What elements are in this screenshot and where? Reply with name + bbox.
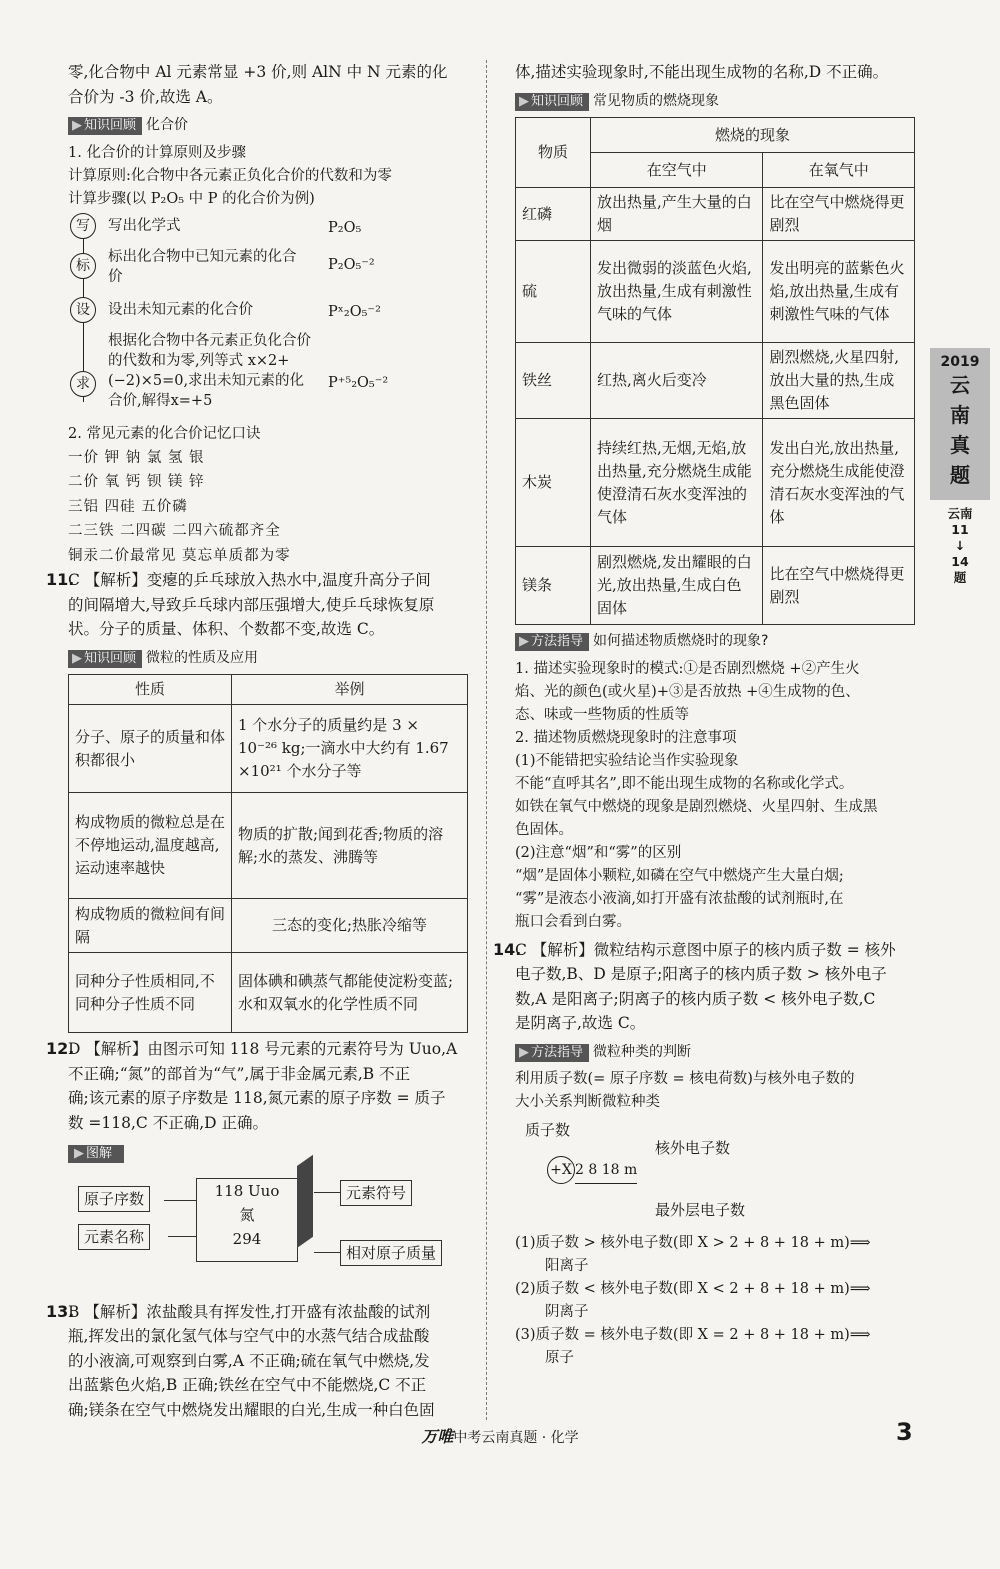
valence-rhyme-line: 三铝 四硅 五价磷: [68, 498, 188, 515]
knowledge-review-combustion: ▶ 知识回顾 常见物质的燃烧现象: [515, 89, 925, 114]
question-11: 11.C 【解析】变瘪的乒乓球放入热水中,温度升高分子间: [68, 568, 470, 593]
rule-line: (1)质子数 > 核外电子数(即 X > 2 + 8 + 18 + m)⟹: [515, 1235, 871, 1251]
table-header: 燃烧的现象: [591, 118, 915, 153]
answer-line: 出蓝紫色火焰,B 正确;铁丝在空气中不能燃烧,C 不正: [68, 1376, 427, 1394]
section-tag: ▶ 知识回顾: [68, 650, 142, 668]
guide-line: 不能“直呼其名”,即不能出现生成物的名称或化学式。: [515, 775, 854, 792]
question-number: 14.: [493, 939, 522, 959]
valence-rhyme-line: 二价 氧 钙 钡 镁 锌: [68, 474, 205, 490]
method-guide-combustion: ▶ 方法指导 如何描述物质燃烧时的现象?: [515, 629, 925, 654]
triangle-icon: ▶: [519, 1044, 529, 1060]
table-cell: 比在空气中燃烧得更剧烈: [763, 188, 915, 241]
left-column: [46, 60, 470, 1422]
label-outer-electrons: 最外层电子数: [655, 1201, 746, 1219]
guide-line: 焰、光的颜色(或火星)+③是否放热 +④生成物的色、: [515, 683, 860, 700]
step-formula: Pˣ₂O₅⁻²: [328, 303, 381, 320]
guide-line: 大小关系判断微粒种类: [515, 1094, 660, 1110]
step-text: 写出化学式: [108, 217, 181, 234]
question-13: 13.B 【解析】浓盐酸具有挥发性,打开盛有浓盐酸的试剂: [68, 1300, 470, 1325]
method-guide-particles: ▶ 方法指导 微粒种类的判断: [515, 1040, 925, 1065]
step-formula: P₂O₅⁻²: [328, 256, 375, 273]
label-electron-count: 核外电子数: [655, 1139, 731, 1157]
table-cell: 剧烈燃烧,发出耀眼的白光,放出热量,生成白色固体: [591, 547, 763, 625]
guide-line: 1. 描述实验现象时的模式:①是否剧烈燃烧 +②产生火: [515, 660, 860, 677]
triangle-icon: ▶: [72, 650, 82, 666]
side-tab-block: [930, 348, 990, 500]
triangle-icon: ▶: [519, 93, 529, 109]
rule-result: 阴离子: [545, 1304, 589, 1320]
table-header: 物质: [516, 118, 591, 188]
right-column: [493, 60, 925, 1370]
guide-line: 瓶口会看到白雾。: [515, 913, 631, 930]
electron-shells: 2 8 18 m: [575, 1158, 637, 1184]
table-cell: 比在空气中燃烧得更剧烈: [763, 547, 915, 625]
answer-line: 是阴离子,故选 C。: [515, 1014, 646, 1032]
table-header: 在空气中: [591, 153, 763, 188]
valence-rhyme-line: 一价 钾 钠 氯 氢 银: [68, 449, 205, 466]
label-mass: 相对原子质量: [340, 1240, 442, 1266]
intro-line: 体,描述实验现象时,不能出现生成物的名称,D 不正确。: [515, 63, 889, 81]
atom-structure-diagram: [515, 1118, 925, 1228]
table-header: 举例: [232, 675, 468, 705]
guide-line: “雾”是液态小液滴,如打开盛有浓盐酸的试剂瓶时,在: [515, 890, 844, 907]
rule-line: (3)质子数 = 核外电子数(即 X = 2 + 8 + 18 + m)⟹: [515, 1327, 871, 1343]
label-proton-count: 质子数: [525, 1121, 571, 1139]
guide-line: 2. 描述物质燃烧现象时的注意事项: [515, 729, 737, 746]
answer-line: 状。分子的质量、体积、个数都不变,故选 C。: [68, 620, 385, 638]
answer-line: 的小液滴,可观察到白雾,A 不正确;硫在氧气中燃烧,发: [68, 1351, 430, 1370]
table-cell: 同种分子性质相同,不同种分子性质不同: [69, 953, 232, 1033]
cell-mass: 294: [232, 1229, 262, 1248]
question-12: 12.D 【解析】由图示可知 118 号元素的元素符号为 Uuo,A: [68, 1037, 470, 1062]
label-symbol: 元素符号: [340, 1180, 412, 1206]
question-number: 13.: [46, 1301, 75, 1321]
substance-name: 铁丝: [516, 343, 591, 419]
step-circle: 求: [70, 371, 96, 397]
triangle-icon: ▶: [74, 1146, 84, 1161]
answer-line: 数 =118,C 不正确,D 正确。: [68, 1113, 268, 1132]
valence-rhyme-line: 铜汞二价最常见 莫忘单质都为零: [68, 547, 291, 564]
step-circle: 写: [70, 213, 96, 239]
steps-label: 计算步骤(以 P₂O₅ 中 P 的化合价为例): [68, 190, 315, 207]
knowledge-review-particles: ▶ 知识回顾 微粒的性质及应用: [68, 646, 470, 671]
side-tab: [930, 348, 990, 586]
valence-rhyme-line: 二三铁 二四碳 二四六硫都齐全: [68, 523, 281, 539]
table-cell: 分子、原子的质量和体积都很小: [69, 705, 232, 793]
label-element-name: 元素名称: [78, 1224, 150, 1250]
guide-line: 色固体。: [515, 821, 573, 838]
side-title-char: 云: [950, 373, 970, 397]
question-number: 11.: [46, 570, 75, 589]
footer-title: 中考云南真题 · 化学: [453, 1430, 579, 1446]
substance-name: 红磷: [516, 188, 591, 241]
step-formula: P₂O₅: [328, 219, 362, 236]
step-formula: P⁺⁵₂O₅⁻²: [328, 374, 389, 391]
question-number: 12.: [46, 1039, 75, 1058]
side-title-char: 南: [950, 403, 970, 427]
section-tag: ▶ 方法指导: [515, 1044, 589, 1062]
connector-line: [314, 1192, 340, 1193]
table-cell: 发出微弱的淡蓝色火焰,放出热量,生成有刺激性气味的气体: [591, 241, 763, 343]
side-range: 云南 11 ↓ 14 题: [930, 506, 990, 586]
triangle-icon: ▶: [72, 118, 82, 133]
principle: 计算原则:化合物中各元素正负化合价的代数和为零: [68, 167, 392, 184]
connector-line: [168, 1236, 196, 1237]
step-circle: 标: [70, 253, 96, 279]
table-cell: 三态的变化;热胀冷缩等: [232, 899, 468, 953]
answer-line: 电子数,B、D 是原子;阳离子的核内质子数 > 核外电子: [515, 965, 887, 983]
side-year: 2019: [940, 354, 980, 370]
table-cell: 剧烈燃烧,火星四射,放出大量的热,生成黑色固体: [763, 343, 915, 419]
cell-name: 氮: [239, 1205, 255, 1224]
substance-name: 镁条: [516, 547, 591, 625]
table-cell: 固体碘和碘蒸气都能使淀粉变蓝;水和双氧水的化学性质不同: [232, 953, 468, 1033]
down-arrow-icon: ↓: [954, 538, 966, 553]
side-title-char: 题: [950, 463, 970, 487]
substance-name: 硫: [516, 241, 591, 343]
subheading: 1. 化合价的计算原则及步骤: [68, 144, 246, 161]
table-cell: 发出明亮的蓝紫色火焰,放出热量,生成有刺激性气味的气体: [763, 241, 915, 343]
element-cell: [196, 1178, 298, 1262]
substance-name: 木炭: [516, 419, 591, 547]
section-tag: ▶ 方法指导: [515, 633, 589, 651]
step-text: 设出未知元素的化合价: [108, 301, 253, 318]
subheading: 2. 常见元素的化合价记忆口诀: [68, 425, 261, 442]
question-14: 14.C 【解析】微粒结构示意图中原子的核内质子数 = 核外: [515, 938, 925, 963]
answer-line: 瓶,挥发出的氯化氢气体与空气中的水蒸气结合成盐酸: [68, 1327, 430, 1345]
calc-steps-diagram: [68, 213, 470, 423]
answer-line: 数,A 是阳离子;阴离子的核内质子数 < 核外电子数,C: [515, 989, 876, 1008]
guide-line: 如铁在氧气中燃烧的现象是剧烈燃烧、火星四射、生成黑: [515, 798, 878, 815]
section-tag: ▶ 图解: [68, 1145, 124, 1163]
table-header: 性质: [69, 675, 232, 705]
illustration-section: [68, 1141, 470, 1166]
table-cell: 发出白光,放出热量,充分燃烧生成能使澄清石灰水变浑浊的气体: [763, 419, 915, 547]
answer-line: 确;镁条在空气中燃烧发出耀眼的白光,生成一种白色固: [68, 1400, 435, 1419]
guide-line: 态、味或一些物质的性质等: [515, 706, 689, 723]
page-footer: [0, 1424, 1000, 1447]
table-cell: 物质的扩散;闻到花香;物质的溶解;水的蒸发、沸腾等: [232, 793, 468, 899]
step-text: 标出化合物中已知元素的化合价: [108, 248, 297, 285]
label-atomic-number: 原子序数: [78, 1186, 150, 1212]
side-title-char: 真: [950, 433, 970, 457]
table-cell: 红热,离火后变冷: [591, 343, 763, 419]
section-tag: ▶ 知识回顾: [68, 117, 142, 135]
cell-3d-side: [297, 1154, 313, 1247]
table-cell: 放出热量,产生大量的白烟: [591, 188, 763, 241]
triangle-icon: ▶: [519, 634, 529, 649]
element-cell-diagram: [68, 1170, 470, 1300]
intro-line: 零,化合物中 Al 元素常显 +3 价,则 AlN 中 N 元素的化: [68, 63, 448, 81]
guide-line: “烟”是固体小颗粒,如磷在空气中燃烧产生大量白烟;: [515, 867, 844, 884]
nucleus: +X: [547, 1156, 575, 1184]
rule-result: 原子: [545, 1350, 574, 1366]
rule-line: (2)质子数 < 核外电子数(即 X < 2 + 8 + 18 + m)⟹: [515, 1281, 871, 1297]
section-tag: ▶ 知识回顾: [515, 93, 589, 111]
answer-line: 确;该元素的原子序数是 118,氮元素的原子序数 = 质子: [68, 1089, 446, 1107]
page-number: 3: [896, 1418, 913, 1446]
intro-line: 合价为 -3 价,故选 A。: [68, 87, 223, 106]
column-divider: [486, 60, 487, 1420]
cell-number-symbol: 118 Uuo: [214, 1181, 280, 1200]
answer-line: 不正确;“氮”的部首为“气”,属于非金属元素,B 不正: [68, 1064, 411, 1083]
connector-line: [164, 1200, 196, 1201]
guide-line: 利用质子数(= 原子序数 = 核电荷数)与核外电子数的: [515, 1071, 855, 1087]
knowledge-review-valence: ▶ 知识回顾 化合价: [68, 113, 470, 138]
particle-properties-table: [68, 674, 468, 1033]
step-circle: 设: [70, 297, 96, 323]
guide-line: (1)不能错把实验结论当作实验现象: [515, 752, 739, 769]
combustion-table: [515, 117, 915, 625]
table-cell: 构成物质的微粒总是在不停地运动,温度越高,运动速率越快: [69, 793, 232, 899]
answer-line: 的间隔增大,导致乒乓球内部压强增大,使乒乓球恢复原: [68, 595, 435, 614]
table-header: 在氧气中: [763, 153, 915, 188]
table-cell: 持续红热,无烟,无焰,放出热量,充分燃烧生成能使澄清石灰水变浑浊的气体: [591, 419, 763, 547]
brand-logo: 万唯: [421, 1427, 454, 1446]
table-cell: 构成物质的微粒间有间隔: [69, 899, 232, 953]
connector-line: [314, 1252, 340, 1253]
guide-line: (2)注意“烟”和“雾”的区别: [515, 844, 682, 861]
table-cell: 1 个水分子的质量约是 3 × 10⁻²⁶ kg;一滴水中大约有 1.67 ×10²¹ 个水分子等: [232, 705, 468, 793]
rule-result: 阳离子: [545, 1258, 589, 1274]
step-text: 根据化合物中各元素正负化合价的代数和为零,列等式 x×2+(−2)×5=0,求出未知元素的化合价,解得x=+5: [108, 332, 311, 409]
